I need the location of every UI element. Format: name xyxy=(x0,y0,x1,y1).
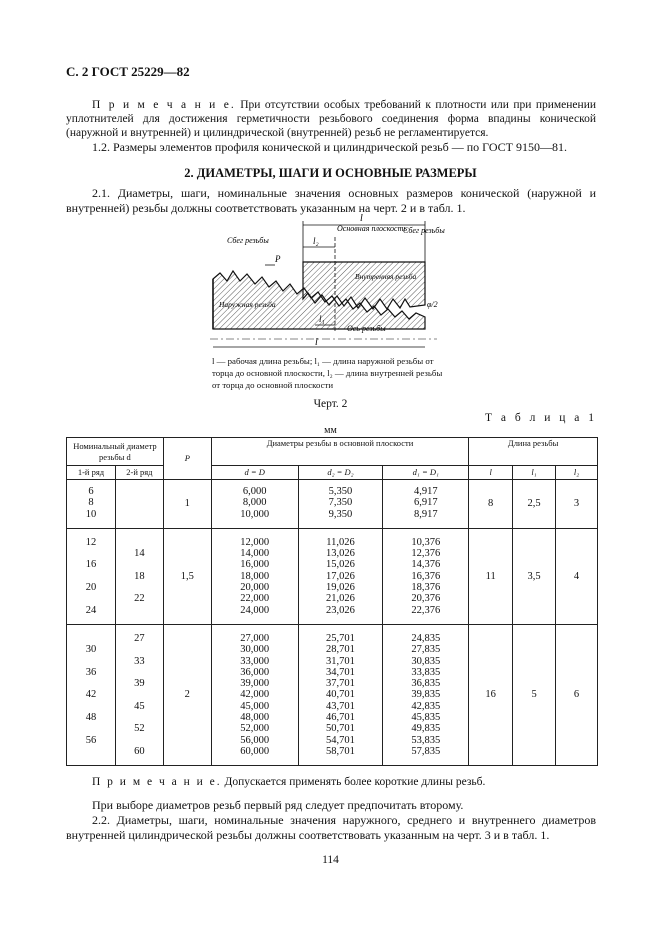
paragraph-2-1: 2.1. Диаметры, шаги, номинальные значения основных размеров конической (наружной и внутренней) резьбы должны соответствовать указанным на черт. 2 и в табл. 1. xyxy=(66,186,596,215)
table-group-row xyxy=(67,528,598,624)
cell-row2 xyxy=(115,624,163,765)
label-l2: l₂ xyxy=(313,236,319,246)
cell-d xyxy=(211,528,298,624)
header-d1D1: d₁ = D₁ xyxy=(383,466,469,480)
cell-row2-value xyxy=(116,712,163,723)
cell-row1-value xyxy=(67,746,115,757)
cell-d1-value: 24,835 xyxy=(411,632,441,644)
cell-d-value: 14,000 xyxy=(240,548,270,560)
cell-row2-value: 60 xyxy=(134,745,145,757)
cell-d1-value: 45,835 xyxy=(411,712,441,724)
table-group-row xyxy=(67,624,598,765)
cell-l1: 2,5 xyxy=(513,480,556,529)
cell-row2-value: 18 xyxy=(134,570,145,582)
cell-d1-value: 14,376 xyxy=(411,559,441,571)
cell-d-value: 16,000 xyxy=(240,559,270,571)
cell-d-value: 60,000 xyxy=(240,745,270,757)
table-unit: мм xyxy=(324,425,337,436)
cell-row1-value xyxy=(67,593,115,604)
cell-d1-value: 8,917 xyxy=(413,508,438,520)
cell-row1-value: 42 xyxy=(85,689,97,701)
cell-l2: 4 xyxy=(556,528,598,624)
cell-d1-value: 10,376 xyxy=(411,536,441,548)
header-l: l xyxy=(469,466,513,480)
cell-d2-value: 40,701 xyxy=(326,689,355,701)
label-phi: φ/2 xyxy=(427,300,438,309)
cell-P: 1 xyxy=(163,480,211,529)
cell-row2-value xyxy=(116,509,163,520)
cell-row1-value: 12 xyxy=(85,536,97,548)
cell-d2-value: 17,026 xyxy=(326,570,355,582)
cell-row2-value xyxy=(116,667,163,678)
label-sbeg-left: Сбег резьбы xyxy=(227,236,269,245)
cell-d-value: 24,000 xyxy=(240,604,270,616)
cell-row1-value: 16 xyxy=(85,559,97,571)
cell-d-value: 52,000 xyxy=(240,723,270,735)
cell-d2-value: 43,701 xyxy=(326,700,355,712)
note-2 xyxy=(66,775,596,789)
header-row2: 2-й ряд xyxy=(115,466,163,480)
label-P: P xyxy=(275,254,281,264)
thread-drawing xyxy=(205,207,445,362)
cell-row1-value xyxy=(67,571,115,582)
header-nominal: Номинальный диаметр резьбы d xyxy=(67,438,164,466)
table-group-row xyxy=(67,480,598,529)
page-header: С. 2 ГОСТ 25229—82 xyxy=(66,64,190,79)
cell-d-value: 42,000 xyxy=(240,689,270,701)
cell-row1-value xyxy=(67,723,115,734)
cell-l2: 6 xyxy=(556,624,598,765)
cell-d1-value: 20,376 xyxy=(411,593,441,605)
label-l1: l₁ xyxy=(319,314,325,324)
cell-row1-value xyxy=(67,548,115,559)
cell-d-value: 48,000 xyxy=(240,712,270,724)
cell-l: 8 xyxy=(469,480,513,529)
cell-d1-value: 42,835 xyxy=(411,700,441,712)
cell-row2-value: 45 xyxy=(134,700,145,712)
cell-row1-value: 8 xyxy=(88,497,94,509)
cell-d1-value: 27,835 xyxy=(411,644,441,656)
cell-d-value: 39,000 xyxy=(240,678,270,690)
figure-caption: l — рабочая длина резьбы; l₁ — длина наружной резьбы от торца до основной плоскости, l₂ — длина внутренней резьбы от торца до основной плоскости xyxy=(212,356,443,390)
cell-row2-value: 33 xyxy=(134,655,145,667)
thread-table xyxy=(66,437,598,766)
cell-d2-value: 11,026 xyxy=(326,536,355,548)
cell-row1-value xyxy=(67,701,115,712)
paragraph-1-2: 1.2. Размеры элементов профиля конической и цилиндрической резьб — по ГОСТ 9150—81. xyxy=(92,140,567,154)
header-dD: d = D xyxy=(211,466,298,480)
cell-P: 1,5 xyxy=(163,528,211,624)
label-l-bottom: l xyxy=(315,337,318,348)
header-d2D2: d₂ = D₂ xyxy=(298,466,383,480)
label-osn: Основная плоскость xyxy=(337,224,407,233)
paragraph-2-2: 2.2. Диаметры, шаги, номинальные значения наружного, среднего и внутреннего диаметров внутренней цилиндрической резьбы должны соответствовать указанным на черт. 3 и в табл. 1. xyxy=(66,813,596,842)
cell-row2-value xyxy=(116,582,163,593)
cell-d1-value: 18,376 xyxy=(411,582,441,594)
cell-d-value: 12,000 xyxy=(240,536,270,548)
cell-d-value: 27,000 xyxy=(240,632,270,644)
cell-d1 xyxy=(383,528,469,624)
label-os: Ось резьбы xyxy=(347,324,386,333)
cell-row2-value xyxy=(116,644,163,655)
cell-d-value: 56,000 xyxy=(240,734,270,746)
cell-l: 16 xyxy=(469,624,513,765)
header-len-group: Длина резьбы xyxy=(469,438,598,466)
cell-d2 xyxy=(298,624,383,765)
header-l2: l₂ xyxy=(556,466,598,480)
cell-row1-value: 30 xyxy=(85,644,97,656)
label-sbeg-right: Сбег резьбы xyxy=(403,226,445,235)
cell-row2 xyxy=(115,480,163,529)
cell-d1-value: 16,376 xyxy=(411,570,441,582)
note-1-label: П р и м е ч а н и е. xyxy=(92,99,236,111)
cell-d1-value: 36,835 xyxy=(411,678,441,690)
cell-d1 xyxy=(383,480,469,529)
cell-row1-value: 56 xyxy=(85,734,97,746)
header-diam-group: Диаметры резьбы в основной плоскости xyxy=(211,438,468,466)
label-l-top: l xyxy=(360,213,363,224)
note-2-label: П р и м е ч а н и е. xyxy=(92,776,222,788)
cell-row1-value xyxy=(67,656,115,667)
cell-row2-value: 14 xyxy=(134,548,145,560)
figure-number: Черт. 2 xyxy=(313,398,348,410)
cell-d2-value: 7,350 xyxy=(328,497,353,509)
cell-d2-value: 5,350 xyxy=(328,486,353,497)
cell-d2 xyxy=(298,480,383,529)
cell-l1: 5 xyxy=(513,624,556,765)
cell-row2-value xyxy=(116,735,163,746)
note-2-text: Допускается применять более короткие длины резьб. xyxy=(224,776,486,788)
cell-d1-value: 39,835 xyxy=(411,689,441,701)
cell-P: 2 xyxy=(163,624,211,765)
cell-d xyxy=(211,624,298,765)
cell-d-value: 22,000 xyxy=(240,593,270,605)
section-title: 2. ДИАМЕТРЫ, ШАГИ И ОСНОВНЫЕ РАЗМЕРЫ xyxy=(184,166,477,180)
cell-d1-value: 33,835 xyxy=(411,666,441,678)
cell-l1: 3,5 xyxy=(513,528,556,624)
header-P: P xyxy=(163,438,211,480)
cell-d-value: 6,000 xyxy=(242,486,267,497)
cell-d1-value: 57,835 xyxy=(411,745,441,757)
cell-d-value: 8,000 xyxy=(242,497,267,509)
cell-d xyxy=(211,480,298,529)
cell-d1-value: 12,376 xyxy=(411,548,441,560)
label-vnutr: Внутренняя резьба xyxy=(355,272,417,281)
cell-d2-value: 23,026 xyxy=(326,604,355,616)
cell-d2-value: 34,701 xyxy=(326,666,355,678)
cell-d2-value: 46,701 xyxy=(326,712,355,724)
cell-row1-value: 6 xyxy=(88,486,94,497)
note-1 xyxy=(66,98,596,140)
cell-row1-value: 20 xyxy=(85,582,97,594)
cell-d2-value: 31,701 xyxy=(326,655,355,667)
cell-d-value: 30,000 xyxy=(240,644,270,656)
cell-l: 11 xyxy=(469,528,513,624)
cell-d2-value: 54,701 xyxy=(326,734,355,746)
cell-row2-value: 39 xyxy=(134,678,145,690)
cell-d1-value: 53,835 xyxy=(411,734,441,746)
cell-d2-value: 37,701 xyxy=(326,678,355,690)
cell-row2-value xyxy=(116,689,163,700)
cell-d-value: 20,000 xyxy=(240,582,270,594)
cell-row2-value xyxy=(116,497,163,508)
table-title: Т а б л и ц а 1 xyxy=(484,412,597,424)
label-naruzh: Наружная резьба xyxy=(219,300,276,309)
cell-d2 xyxy=(298,528,383,624)
cell-d2-value: 21,026 xyxy=(326,593,355,605)
cell-d2-value: 15,026 xyxy=(326,559,355,571)
cell-row1-value: 24 xyxy=(85,604,97,616)
cell-d-value: 45,000 xyxy=(240,700,270,712)
cell-row1-value: 48 xyxy=(85,712,97,724)
cell-d-value: 33,000 xyxy=(240,655,270,667)
cell-row2-value: 27 xyxy=(134,632,145,644)
cell-row1 xyxy=(67,624,116,765)
cell-row2-value xyxy=(116,486,163,497)
cell-d1-value: 49,835 xyxy=(411,723,441,735)
cell-row1-value xyxy=(67,678,115,689)
cell-d-value: 18,000 xyxy=(240,570,270,582)
cell-row1-value: 36 xyxy=(85,666,97,678)
cell-d2-value: 13,026 xyxy=(326,548,355,560)
cell-row2-value: 52 xyxy=(134,723,145,735)
header-l1: l₁ xyxy=(513,466,556,480)
cell-l2: 3 xyxy=(556,480,598,529)
cell-row2-value xyxy=(116,605,163,616)
cell-d1-value: 22,376 xyxy=(411,604,441,616)
note-1-text: При отсутствии особых требований к плотности или при применении уплотнителей для достижения герметичности резьбового соединения форма впадины конической (наружной и внутренней) и цилиндрической (внутренней) резьб не регламентируется. xyxy=(66,99,597,139)
cell-row2-value xyxy=(116,537,163,548)
cell-row1-value xyxy=(67,633,115,644)
cell-row2-value xyxy=(116,559,163,570)
cell-d2-value: 19,026 xyxy=(326,582,355,594)
cell-row2-value: 22 xyxy=(134,593,145,605)
cell-d2-value: 58,701 xyxy=(326,745,355,757)
cell-d1-value: 4,917 xyxy=(413,486,438,497)
cell-d2-value: 28,701 xyxy=(326,644,355,656)
header-row1: 1-й ряд xyxy=(67,466,116,480)
page-number: 114 xyxy=(322,854,339,866)
paragraph-choice: При выборе диаметров резьб первый ряд следует предпочитать второму. xyxy=(92,798,464,812)
cell-d1 xyxy=(383,624,469,765)
cell-row1-value: 10 xyxy=(85,508,97,520)
cell-row2 xyxy=(115,528,163,624)
cell-d2-value: 9,350 xyxy=(328,508,353,520)
cell-d1-value: 6,917 xyxy=(413,497,438,509)
cell-d1-value: 30,835 xyxy=(411,655,441,667)
cell-d2-value: 25,701 xyxy=(326,632,355,644)
cell-row1 xyxy=(67,528,116,624)
cell-row1 xyxy=(67,480,116,529)
cell-d-value: 36,000 xyxy=(240,666,270,678)
cell-d2-value: 50,701 xyxy=(326,723,355,735)
cell-d-value: 10,000 xyxy=(240,508,270,520)
